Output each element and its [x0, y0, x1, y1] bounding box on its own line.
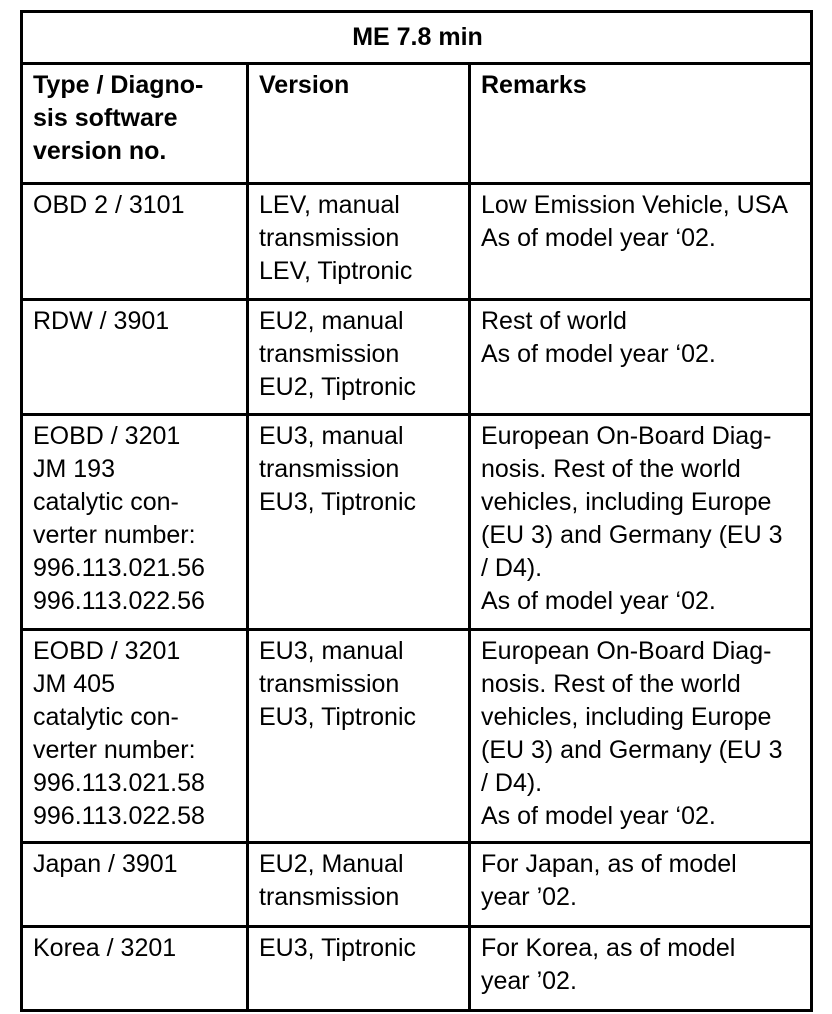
header-type-line: version no. — [33, 137, 167, 165]
cell-type-line: catalytic con- — [33, 703, 179, 731]
cell-remarks — [470, 300, 812, 415]
cell-remarks-line: / D4). — [481, 554, 543, 582]
cell-version-line: EU2, Tiptronic — [259, 373, 417, 401]
cell-type-line: JM 405 — [33, 670, 115, 698]
cell-remarks-line: As of model year ‘02. — [481, 802, 716, 830]
cell-type-line: 996.113.022.56 — [33, 587, 205, 615]
cell-remarks — [470, 184, 812, 300]
cell-remarks-line: year ’02. — [481, 967, 577, 995]
cell-remarks — [470, 843, 812, 927]
cell-version-line: transmission — [259, 883, 400, 911]
cell-remarks-line: As of model year ‘02. — [481, 340, 716, 368]
cell-version-line: transmission — [259, 670, 400, 698]
cell-version — [248, 415, 470, 630]
table-row — [22, 415, 812, 630]
table-row — [22, 300, 812, 415]
cell-type-line: EOBD / 3201 — [33, 422, 181, 450]
cell-version — [248, 300, 470, 415]
cell-type — [22, 843, 248, 927]
cell-type-line: 996.113.021.58 — [33, 769, 205, 797]
table-row — [22, 630, 812, 843]
header-type-line: sis software — [33, 104, 178, 132]
cell-version-line: EU3, manual — [259, 637, 404, 665]
cell-remarks-line: As of model year ‘02. — [481, 587, 716, 615]
cell-type — [22, 927, 248, 1011]
cell-type-line: JM 193 — [33, 455, 115, 483]
table-row — [22, 843, 812, 927]
header-type-line: Type / Diagno- — [33, 71, 204, 99]
cell-type-line: RDW / 3901 — [33, 307, 170, 335]
header-version-line: Version — [259, 71, 350, 99]
cell-version — [248, 184, 470, 300]
header-version — [248, 64, 470, 184]
cell-remarks-line: (EU 3) and Germany (EU 3 — [481, 736, 783, 764]
cell-version-line: transmission — [259, 455, 400, 483]
cell-version-line: LEV, manual — [259, 191, 400, 219]
table-row — [22, 927, 812, 1011]
cell-type — [22, 300, 248, 415]
cell-version-line: EU3, Tiptronic — [259, 934, 417, 962]
cell-remarks — [470, 927, 812, 1011]
header-remarks — [470, 64, 812, 184]
cell-remarks-line: European On-Board Diag- — [481, 422, 772, 450]
cell-version — [248, 843, 470, 927]
cell-version — [248, 927, 470, 1011]
me78-table — [20, 10, 813, 1012]
cell-type-line: OBD 2 / 3101 — [33, 191, 185, 219]
cell-version-line: EU2, manual — [259, 307, 404, 335]
cell-version-line: LEV, Tiptronic — [259, 257, 413, 285]
cell-remarks-line: nosis. Rest of the world — [481, 455, 741, 483]
cell-type-line: Japan / 3901 — [33, 850, 178, 878]
cell-remarks-line: / D4). — [481, 769, 543, 797]
cell-remarks-line: For Korea, as of model — [481, 934, 736, 962]
cell-remarks — [470, 630, 812, 843]
cell-remarks-line: vehicles, including Europe — [481, 488, 772, 516]
cell-remarks — [470, 415, 812, 630]
cell-type — [22, 184, 248, 300]
title-row — [22, 12, 812, 64]
header-type — [22, 64, 248, 184]
cell-remarks-line: For Japan, as of model — [481, 850, 737, 878]
cell-type-line: catalytic con- — [33, 488, 179, 516]
cell-type-line: verter number: — [33, 521, 196, 549]
cell-remarks-line: As of model year ‘02. — [481, 224, 716, 252]
cell-remarks-line: nosis. Rest of the world — [481, 670, 741, 698]
cell-type-line: verter number: — [33, 736, 196, 764]
cell-type-line: EOBD / 3201 — [33, 637, 181, 665]
cell-type-line: 996.113.021.56 — [33, 554, 205, 582]
cell-version-line: transmission — [259, 224, 400, 252]
cell-remarks-line: year ’02. — [481, 883, 577, 911]
cell-remarks-line: Rest of world — [481, 307, 627, 335]
cell-remarks-line: Low Emission Vehicle, USA — [481, 191, 789, 219]
header-remarks-line: Remarks — [481, 71, 587, 99]
cell-type — [22, 415, 248, 630]
cell-type-line: Korea / 3201 — [33, 934, 177, 962]
cell-version-line: EU3, Tiptronic — [259, 703, 417, 731]
cell-version-line: transmission — [259, 340, 400, 368]
cell-version — [248, 630, 470, 843]
cell-version-line: EU3, Tiptronic — [259, 488, 417, 516]
cell-remarks-line: (EU 3) and Germany (EU 3 — [481, 521, 783, 549]
table-title: ME 7.8 min — [22, 12, 812, 64]
table-row — [22, 184, 812, 300]
cell-type — [22, 630, 248, 843]
cell-type-line: 996.113.022.58 — [33, 802, 205, 830]
cell-remarks-line: vehicles, including Europe — [481, 703, 772, 731]
header-row — [22, 64, 812, 184]
cell-version-line: EU2, Manual — [259, 850, 404, 878]
cell-version-line: EU3, manual — [259, 422, 404, 450]
cell-remarks-line: European On-Board Diag- — [481, 637, 772, 665]
